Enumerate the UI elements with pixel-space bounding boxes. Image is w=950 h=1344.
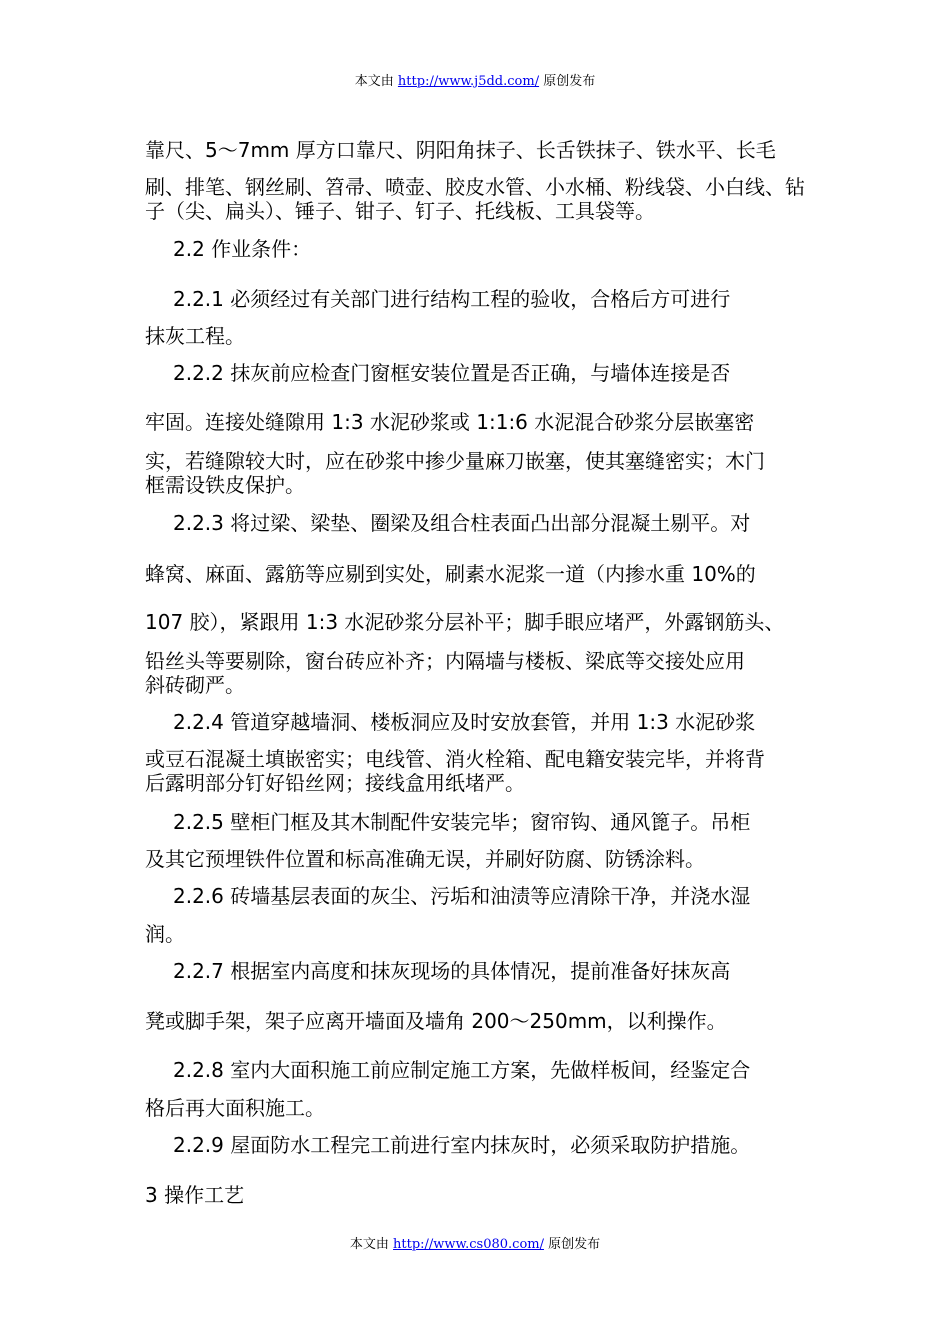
text-line: 2.2.2 抹灰前应检查门窗框安装位置是否正确，与墙体连接是否 (173, 361, 731, 385)
text-line: 或豆石混凝土填嵌密实；电线管、消火栓箱、配电籍安装完毕，并将背 (145, 747, 765, 771)
text-line: 后露明部分钉好铅丝网；接线盒用纸堵严。 (145, 771, 525, 795)
text-line: 刷、排笔、钢丝刷、笤帚、喷壶、胶皮水管、小水桶、粉线袋、小白线、钻 (145, 175, 805, 199)
text-line: 107 胶），紧跟用 1:3 水泥砂浆分层补平；脚手眼应堵严，外露钢筋头、 (145, 610, 785, 634)
text-line: 凳或脚手架，架子应离开墙面及墙角 200～250mm，以利操作。 (145, 1009, 727, 1033)
footer-link[interactable]: http://www.cs080.com/ (393, 1237, 544, 1252)
page-footer (0, 1233, 950, 1252)
text-line: 斜砖砌严。 (145, 673, 245, 697)
header-prefix: 本文由 (354, 74, 398, 89)
text-line: 格后再大面积施工。 (145, 1096, 325, 1120)
text-line: 2.2.9 屋面防水工程完工前进行室内抹灰时，必须采取防护措施。 (173, 1133, 751, 1157)
footer-suffix: 原创发布 (543, 1237, 601, 1252)
text-line: 2.2.6 砖墙基层表面的灰尘、污垢和油渍等应清除干净，并浇水湿 (173, 884, 751, 908)
text-line: 框需设铁皮保护。 (145, 473, 305, 497)
header-suffix: 原创发布 (539, 74, 596, 89)
text-line: 蜂窝、麻面、露筋等应剔到实处，刷素水泥浆一道（内掺水重 10%的 (145, 562, 756, 586)
text-line: 及其它预埋铁件位置和标高准确无误，并刷好防腐、防锈涂料。 (145, 847, 705, 871)
page-header (0, 70, 950, 89)
header-link[interactable]: http://www.j5dd.com/ (397, 74, 540, 89)
text-line: 2.2.4 管道穿越墙洞、楼板洞应及时安放套管，并用 1:3 水泥砂浆 (173, 710, 756, 734)
text-line: 2.2.8 室内大面积施工前应制定施工方案，先做样板间，经鉴定合 (173, 1058, 751, 1082)
text-line: 抹灰工程。 (145, 324, 245, 348)
text-line: 牢固。连接处缝隙用 1:3 水泥砂浆或 1:1:6 水泥混合砂浆分层嵌塞密 (145, 410, 755, 434)
text-line: 铅丝头等要剔除，窗台砖应补齐；内隔墙与楼板、梁底等交接处应用 (145, 649, 745, 673)
text-line: 靠尺、5～7mm 厚方口靠尺、阴阳角抹子、长舌铁抹子、铁水平、长毛 (145, 138, 776, 162)
text-line: 润。 (145, 922, 185, 946)
text-line: 2.2.7 根据室内高度和抹灰现场的具体情况，提前准备好抹灰高 (173, 959, 731, 983)
section-heading: 2.2 作业条件： (173, 237, 312, 261)
footer-prefix: 本文由 (349, 1237, 394, 1252)
text-line: 2.2.3 将过梁、梁垫、圈梁及组合柱表面凸出部分混凝土剔平。对 (173, 511, 751, 535)
text-line: 实，若缝隙较大时，应在砂浆中掺少量麻刀嵌塞，使其塞缝密实；木门 (145, 449, 765, 473)
section-heading: 3 操作工艺 (145, 1183, 245, 1207)
text-line: 2.2.1 必须经过有关部门进行结构工程的验收，合格后方可进行 (173, 287, 731, 311)
text-line: 2.2.5 壁柜门框及其木制配件安装完毕；窗帘钩、通风篦子。吊柜 (173, 810, 751, 834)
text-line: 子（尖、扁头）、锤子、钳子、钉子、托线板、工具袋等。 (145, 199, 655, 223)
